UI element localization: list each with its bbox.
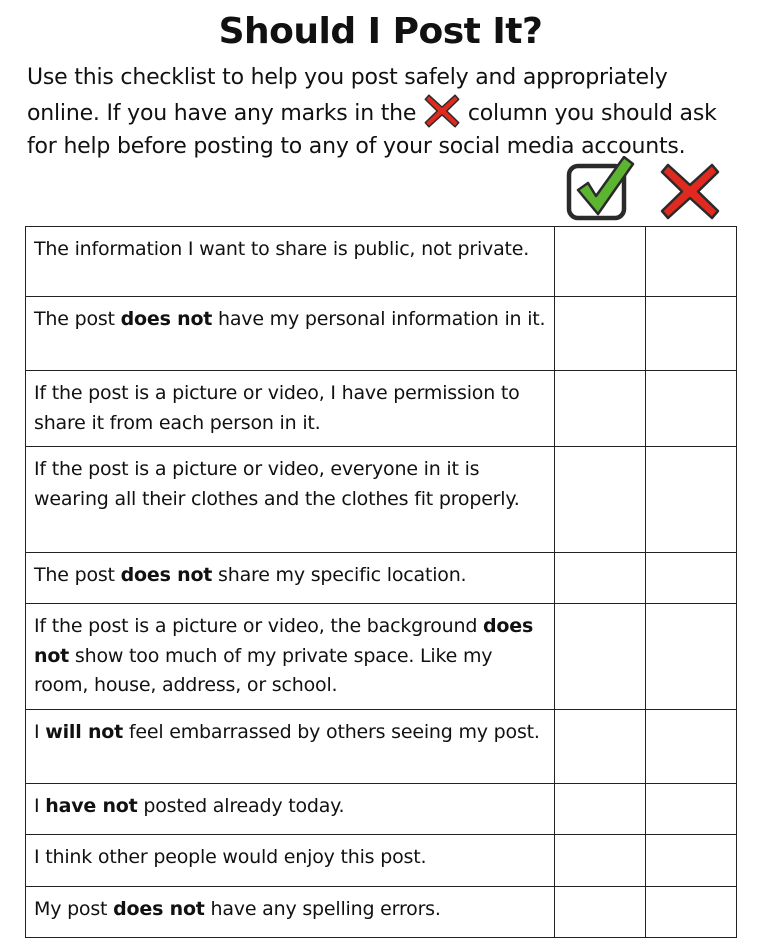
checklist-item-text: If the post is a picture or video, the background does not show too much of my private space. Like my room, house, address, or school. <box>26 604 555 710</box>
x-mark-icon <box>424 94 460 128</box>
x-mark-shape <box>662 165 718 218</box>
x-column-cell[interactable] <box>646 227 737 297</box>
table-row <box>26 447 737 553</box>
check-column-cell[interactable] <box>555 553 646 604</box>
check-column-cell[interactable] <box>555 297 646 371</box>
x-column-cell[interactable] <box>646 297 737 371</box>
page-title: Should I Post It? <box>218 11 543 52</box>
table-row <box>26 371 737 447</box>
table-row <box>26 783 737 834</box>
checklist-item-text: If the post is a picture or video, everyone in it is wearing all their clothes and the clothes fit properly. <box>26 447 555 553</box>
intro-text-end: column you should ask for help before posting to any of your social media accounts. <box>27 101 717 159</box>
x-mark-shape <box>425 95 458 127</box>
check-column-cell[interactable] <box>555 709 646 783</box>
table-row <box>26 709 737 783</box>
x-mark-icon <box>660 163 720 220</box>
check-column-cell[interactable] <box>555 783 646 834</box>
check-column-cell[interactable] <box>555 447 646 553</box>
table-row <box>26 297 737 371</box>
check-column-cell[interactable] <box>555 604 646 710</box>
intro-text-start: Use this checklist to help you post safely and appropriately online. If you have any marks in the <box>27 65 668 126</box>
check-column-cell[interactable] <box>555 227 646 297</box>
checkbox-check-icon <box>565 156 637 222</box>
checklist-item-text: The post does not share my specific location. <box>26 553 555 604</box>
checklist-item-text: I will not feel embarrassed by others seeing my post. <box>26 709 555 783</box>
checklist-item-text: I have not posted already today. <box>26 783 555 834</box>
table-row <box>26 553 737 604</box>
x-column-cell[interactable] <box>646 834 737 886</box>
x-column-cell[interactable] <box>646 783 737 834</box>
table-row <box>26 886 737 937</box>
checklist-item-text: I think other people would enjoy this post. <box>26 834 555 886</box>
x-column-cell[interactable] <box>646 709 737 783</box>
check-column-cell[interactable] <box>555 886 646 937</box>
x-column-cell[interactable] <box>646 886 737 937</box>
checklist-item-text: My post does not have any spelling errors. <box>26 886 555 937</box>
x-column-cell[interactable] <box>646 371 737 447</box>
checklist-table <box>25 226 737 938</box>
table-row <box>26 604 737 710</box>
table-row <box>26 227 737 297</box>
check-column-cell[interactable] <box>555 371 646 447</box>
checklist-item-text: The post does not have my personal information in it. <box>26 297 555 371</box>
x-column-cell[interactable] <box>646 553 737 604</box>
table-row <box>26 834 737 886</box>
checklist-item-text: If the post is a picture or video, I have permission to share it from each person in it. <box>26 371 555 447</box>
checklist-item-text: The information I want to share is public, not private. <box>26 227 555 297</box>
x-column-cell[interactable] <box>646 447 737 553</box>
x-column-cell[interactable] <box>646 604 737 710</box>
check-column-cell[interactable] <box>555 834 646 886</box>
intro-paragraph <box>27 61 727 163</box>
